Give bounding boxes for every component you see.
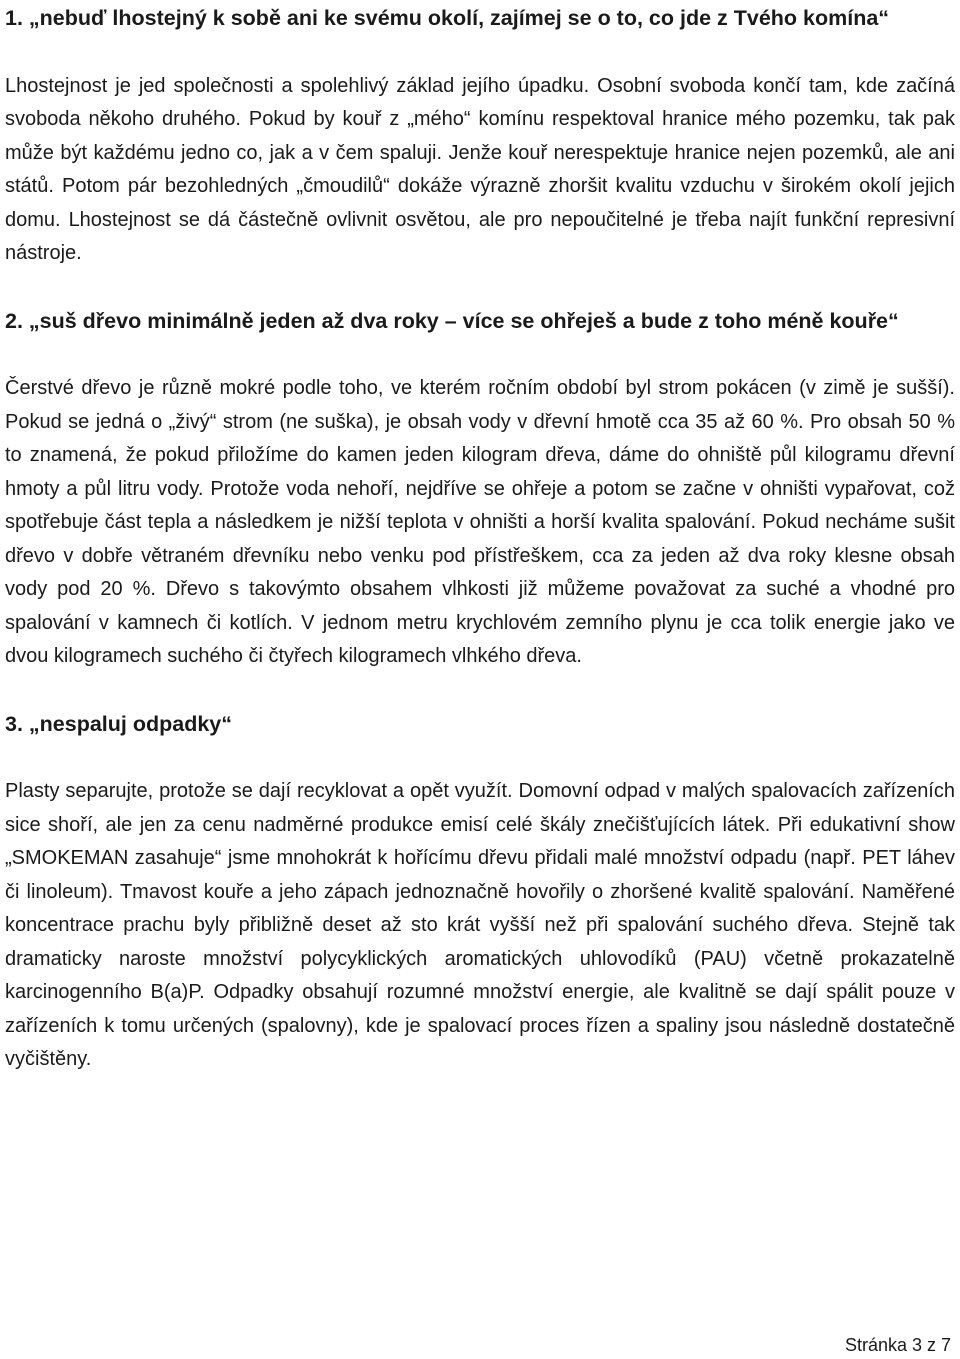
section-heading: 3. „nespaluj odpadky“ bbox=[5, 711, 232, 736]
section-heading: 1. „nebuď lhostejný k sobě ani ke svému okolí, zajímej se o to, co jde z Tvého komína“ bbox=[5, 6, 890, 30]
section-1 bbox=[5, 2, 955, 271]
page-number: Stránka 3 z 7 bbox=[844, 1335, 951, 1355]
section-2 bbox=[5, 305, 955, 674]
section-paragraph: Čerstvé dřevo je různě mokré podle toho, ve kterém ročním období byl strom pokácen (v zimě je sušší). Pokud se jedná o „živý“ strom (ne suška), je obsah vody v dřevní hmotě cca 35 až 60 %. Pro obsah 50 % to znamená, že pokud přiložíme do kamen jeden kilogram dřeva, dáme do ohniště půl kilogramu dřevní hmoty a půl litru vody. Protože voda nehoří, nejdříve se ohřeje a potom se začne v ohništi vypařovat, což spotřebuje část tepla a následkem je nižší teplota v ohništi a horší kvalita spalování. Pokud necháme sušit dřevo v dobře větraném dřevníku nebo venku pod přístřeškem, cca za jeden až dva roky klesne obsah vody pod 20 %. Dřevo s takovýmto obsahem vlhkosti již můžeme považovat za suché a vhodné pro spalování v kamnech či kotlích. V jednom metru krychlovém zemního plynu je cca tolik energie jako ve dvou kilogramech suchého či čtyřech kilogramech vlhkého dřeva. bbox=[5, 377, 955, 667]
section-paragraph: Lhostejnost je jed společnosti a spolehlivý základ jejího úpadku. Osobní svoboda končí tam, kde začíná svoboda někoho druhého. Pokud by kouř z „mého“ komínu respektoval hranice mého pozemku, tak pak může být každému jedno co, jak a v čem spaluji. Jenže kouř nerespektuje hranice nejen pozemků, ale ani států. Potom pár bezohledných „čmoudilů“ dokáže výrazně zhoršit kvalitu vzduchu v širokém okolí jejich domu. Lhostejnost se dá částečně ovlivnit osvětou, ale pro nepoučitelné je třeba najít funkční represivní nástroje. bbox=[5, 74, 955, 264]
section-paragraph: Plasty separujte, protože se dají recyklovat a opět využít. Domovní odpad v malých spalovacích zařízeních sice shoří, ale jen za cenu nadměrné produkce emisí celé škály znečišťujících látek. Při edukativní show „SMOKEMAN zasahuje“ jsme mnohokrát k hořícímu dřevu přidali malé množství odpadu (např. PET láhev či linoleum). Tmavost kouře a jeho zápach jednoznačně hovořily o zhoršené kvalitě spalování. Naměřené koncentrace prachu byly přibližně deset až sto krát vyšší než při spalování suchého dřeva. Stejně tak dramaticky naroste množství polycyklických aromatických uhlovodíků (PAU) včetně prokazatelně karcinogenního B(a)P. Odpadky obsahují rozumné množství energie, ale kvalitně se dají spálit pouze v zařízeních k tomu určených (spalovny), kde je spalovací proces řízen a spaliny jsou následně dostatečně vyčištěny. bbox=[5, 780, 955, 1070]
section-3 bbox=[5, 708, 955, 1077]
document-page bbox=[5, 0, 955, 1077]
section-heading: 2. „suš dřevo minimálně jeden až dva roky – více se ohřeješ a bude z toho méně kouře“ bbox=[5, 308, 899, 333]
